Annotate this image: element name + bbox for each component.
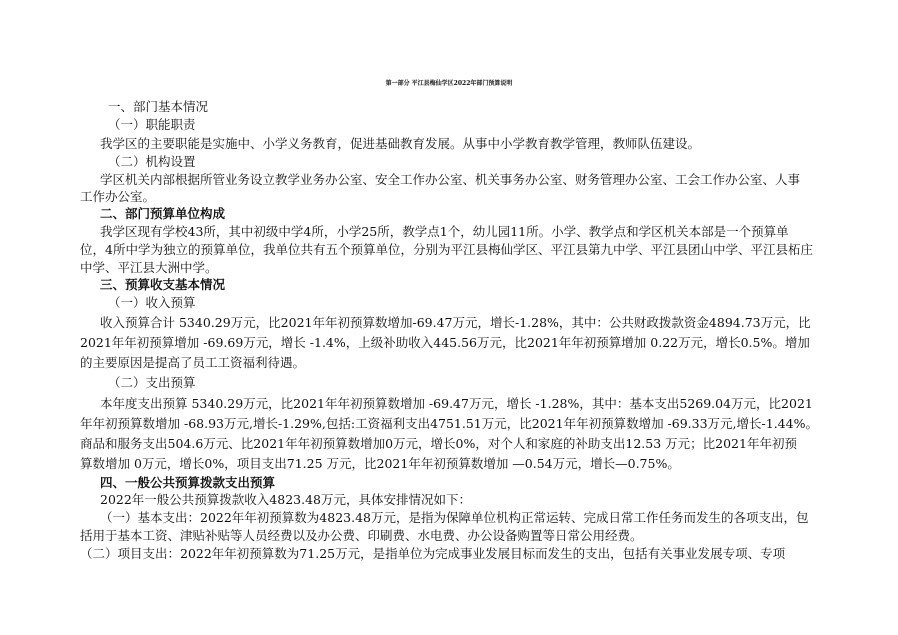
project-expenditure-line-1: （二）项目支出：2022年年初预算数为71.25万元，是指单位为完成事业发展目标而发生的支出，包括有关事业发展专项、专项 — [80, 546, 786, 561]
section-2-heading: 二、部门预算单位构成 — [100, 206, 226, 221]
income-paragraph-line-3: 的主要原因是提高了员工工资福利待遇。 — [80, 355, 306, 370]
subsection-structure: （二）机构设置 — [108, 154, 196, 169]
basic-expenditure-line-1: （一）基本支出：2022年年初预算数为4823.48万元，是指为保障单位机构正常运转、完成日常工作任务而发生的各项支出，包 — [100, 510, 809, 525]
duties-paragraph: 我学区的主要职能是实施中、小学义务教育，促进基础教育发展。从事中小学教育教学管理，教师队伍建设。 — [100, 136, 701, 151]
subsection-income: （一）收入预算 — [108, 295, 196, 310]
page-title: 第一部分 平江县梅仙学区2022年部门预算说明 — [385, 80, 513, 87]
basic-expenditure-line-2: 括用于基本工资、津贴补贴等人员经费以及办公费、印刷费、水电费、办公设备购置等日常公用经费。 — [80, 528, 643, 543]
structure-paragraph-line-2: 工作办公室。 — [80, 189, 156, 204]
expenditure-paragraph-line-1: 本年度支出预算 5340.29万元，比2021年年初预算数增加 -69.47万元，增长 -1.28%，其中：基本支出5269.04万元，比2021 — [100, 396, 813, 411]
units-paragraph-line-3: 中学、平江县大洲中学。 — [80, 260, 218, 275]
expenditure-paragraph-line-3: 商品和服务支出504.6万元、比2021年年初预算数增加0万元，增长0%，对个人和家庭的补助支出12.53 万元；比2021年年初预 — [80, 436, 797, 451]
general-budget-intro: 2022年一般公共预算拨款收入4823.48万元，具体安排情况如下： — [100, 492, 472, 507]
subsection-duties: （一）职能职责 — [108, 117, 196, 132]
units-paragraph-line-2: 位，4所中学为独立的预算单位，我单位共有五个预算单位，分别为平江县梅仙学区、平江县第九中学、平江县团山中学、平江县柘庄 — [80, 242, 813, 257]
income-paragraph-line-2: 2021年年初预算增加 -69.69万元，增长 -1.4%，上级补助收入445.56万元，比2021年年初预算增加 0.22万元，增长0.5%。增加 — [80, 335, 810, 350]
section-1-heading: 一、部门基本情况 — [108, 99, 209, 114]
expenditure-paragraph-line-4: 算数增加 0万元，增长0%，项目支出71.25 万元，比2021年年初预算数增加 —0.54万元，增长—0.75%。 — [80, 456, 680, 471]
section-3-heading: 三、预算收支基本情况 — [100, 277, 226, 292]
structure-paragraph-line-1: 学区机关内部根据所管业务设立教学业务办公室、安全工作办公室、机关事务办公室、财务管理办公室、工会工作办公室、人事 — [100, 172, 801, 187]
section-4-heading: 四、一般公共预算拨款支出预算 — [100, 475, 276, 490]
income-paragraph-line-1: 收入预算合计 5340.29万元，比2021年年初预算数增加-69.47万元，增长-1.28%，其中：公共财政拨款资金4894.73万元，比 — [100, 315, 811, 330]
units-paragraph-line-1: 我学区现有学校43所，其中初级中学4所，小学25所，教学点1个，幼儿园11所。小学、教学点和学区机关本部是一个预算单 — [100, 224, 789, 239]
expenditure-paragraph-line-2: 年年初预算数增加 -68.93万元,增长-1.29%,包括:工资福利支出4751.51万元，比2021年年初预算数增加 -69.33万元,增长-1.44%。 — [80, 416, 818, 431]
subsection-expenditure: （二）支出预算 — [108, 375, 196, 390]
